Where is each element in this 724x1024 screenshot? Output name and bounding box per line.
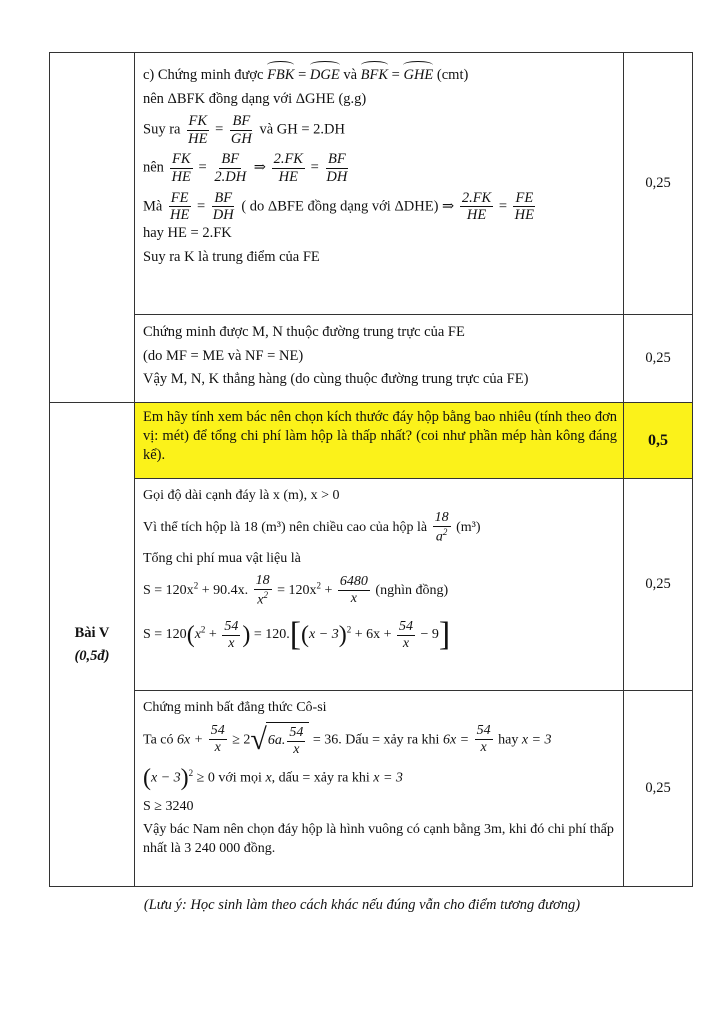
content-cell-part-c <box>135 53 624 315</box>
score-cauchy: 0,25 <box>624 691 693 887</box>
fraction: $\frac{BF}{GH}$ <box>230 113 252 147</box>
question-score: 0,5 <box>624 403 693 479</box>
line-he-2fk: hay HE = 2.FK <box>143 225 232 242</box>
fraction: $\frac{FE}{HE}$ <box>169 189 190 224</box>
row-collinear <box>50 315 693 403</box>
fraction: $\frac{54}{x}$ <box>399 618 414 651</box>
bai5-points: (0,5đ) <box>74 647 110 664</box>
row-part-c <box>50 53 693 315</box>
line-collinear: Vậy M, N, K thẳng hàng (do cùng thuộc đường trung trực của FE) <box>143 371 529 388</box>
fraction: $\frac{18}{a^2}$ <box>434 509 449 545</box>
arc-bfk: BFK <box>361 63 388 86</box>
line-total-cost: Tổng chi phí mua vật liệu là <box>143 550 301 566</box>
arc-fbk: FBK <box>267 63 294 86</box>
fraction: $\frac{54}{x}$ <box>476 723 491 756</box>
line-ratio-2: nên $\frac{FK}{HE}$ = $\frac{BF}{2.DH}$ ⇒ $\frac{2.FK}{HE}$ = $\frac{BF}{DH}$ <box>143 151 348 186</box>
line-proof-angles: c) Chứng minh được FBK = DGE và BFK = GHE (cmt) <box>143 63 617 86</box>
fraction: $\frac{54}{x}$ <box>210 723 225 756</box>
line-s-formula: $S = 120x^2 + 90.4x$. $\frac{18}{x^2}$ = $120x^2$ + $\frac{6480}{x}$ (nghìn đồng) <box>143 572 449 608</box>
fraction: $\frac{6480}{x}$ <box>339 573 368 607</box>
row-bai5-question <box>50 403 693 479</box>
line-ratio-1: Suy ra $\frac{FK}{HE}$ = $\frac{BF}{GH}$ và GH = 2.DH <box>143 113 345 147</box>
line-ratio-3: Mà $\frac{FE}{HE}$ = $\frac{BF}{DH}$ ( do ΔBFE đồng dạng với ΔDHE) ⇒ $\frac{2.FK}{HE}$ = $\frac{FE}{HE}$ <box>143 189 535 224</box>
score-part-c: 0,25 <box>624 53 693 315</box>
fraction: $\frac{BF}{DH}$ <box>326 151 348 186</box>
footnote: (Lưu ý: Học sinh làm theo cách khác nếu đúng vẫn cho điểm tương đương) <box>143 897 581 913</box>
line-mn-reason: (do MF = ME và NF = NE) <box>143 347 304 364</box>
content-cell-cauchy <box>135 691 624 887</box>
fraction: $\frac{FE}{HE}$ <box>514 189 535 224</box>
fraction: $\frac{FK}{HE}$ <box>171 151 191 186</box>
line-define-x: Gọi độ dài cạnh đáy là x (m), x > 0 <box>143 488 340 503</box>
fraction: $\frac{18}{x^2}$ <box>255 572 270 608</box>
arc-ghe: GHE <box>403 63 433 86</box>
line-cauchy-ineq: Ta có 6x + $\frac{54}{x}$ ≥ 2 √ 6a. $\frac{54}{x}$ = 36. Dấu = xảy ra khi 6x = $\frac{54}{x}$ hay x = 3 <box>143 722 552 757</box>
row-cost-function <box>50 479 693 691</box>
bai5-label-cell <box>50 403 135 887</box>
fraction: $\frac{FK}{HE}$ <box>188 113 208 147</box>
score-collinear: 0,25 <box>624 315 693 403</box>
fraction: $\frac{BF}{DH}$ <box>212 189 234 224</box>
content-cell-cost <box>135 479 624 691</box>
line-square-nonneg: $(x - 3)^2 \ge 0$ với mọi x, dấu = xảy ra khi x = 3 <box>143 765 403 792</box>
fraction: $\frac{2.FK}{HE}$ <box>461 189 492 224</box>
line-similar: nên ΔBFK đồng dạng với ΔGHE (g.g) <box>143 90 367 107</box>
line-conclusion: Vậy bác Nam nên chọn đáy hộp là hình vuông có cạnh bằng 3m, khi đó chi phí thấp nhất là 3 240 000 đồng. <box>143 822 614 857</box>
fraction: $\frac{2.FK}{HE}$ <box>273 151 303 186</box>
empty-label-cell <box>50 53 135 403</box>
line-s-min: S ≥ 3240 <box>143 799 194 815</box>
bai5-label: Bài V <box>74 624 110 641</box>
question-text: Em hãy tính xem bác nên chọn kích thước đáy hộp bằng bao nhiêu (tính theo đơn vị: mét) để tổng chi phí làm hộp là thấp nhất? (coi như phần mép hàn kông đáng kể). <box>143 409 617 463</box>
grading-table <box>49 52 693 887</box>
line-height: Vì thể tích hộp là 18 (m³) nên chiều cao của hộp là $\frac{18}{a^2}$ (m³) <box>143 509 481 545</box>
sqrt: √ 6a. $\frac{54}{x}$ <box>250 722 309 758</box>
row-cauchy <box>50 691 693 887</box>
line-cauchy-title: Chứng minh bất đẳng thức Cô-si <box>143 700 327 715</box>
arc-dge: DGE <box>310 63 340 86</box>
line-k-midpoint: Suy ra K là trung điểm của FE <box>143 248 320 265</box>
content-cell-collinear <box>135 315 624 403</box>
fraction: $\frac{BF}{2.DH}$ <box>214 151 247 186</box>
line-s-rewrite: $S = 120(x^2$ + $\frac{54}{x}$ ) = $120.[(x - 3)^2 + 6x$ + $\frac{54}{x}$ − 9] <box>143 616 451 654</box>
fraction: $\frac{54}{x}$ <box>224 618 239 651</box>
fraction: $\frac{54}{x}$ <box>289 724 304 757</box>
line-mn-bisector: Chứng minh được M, N thuộc đường trung trực của FE <box>143 324 465 340</box>
score-cost: 0,25 <box>624 479 693 691</box>
question-cell <box>135 403 624 479</box>
